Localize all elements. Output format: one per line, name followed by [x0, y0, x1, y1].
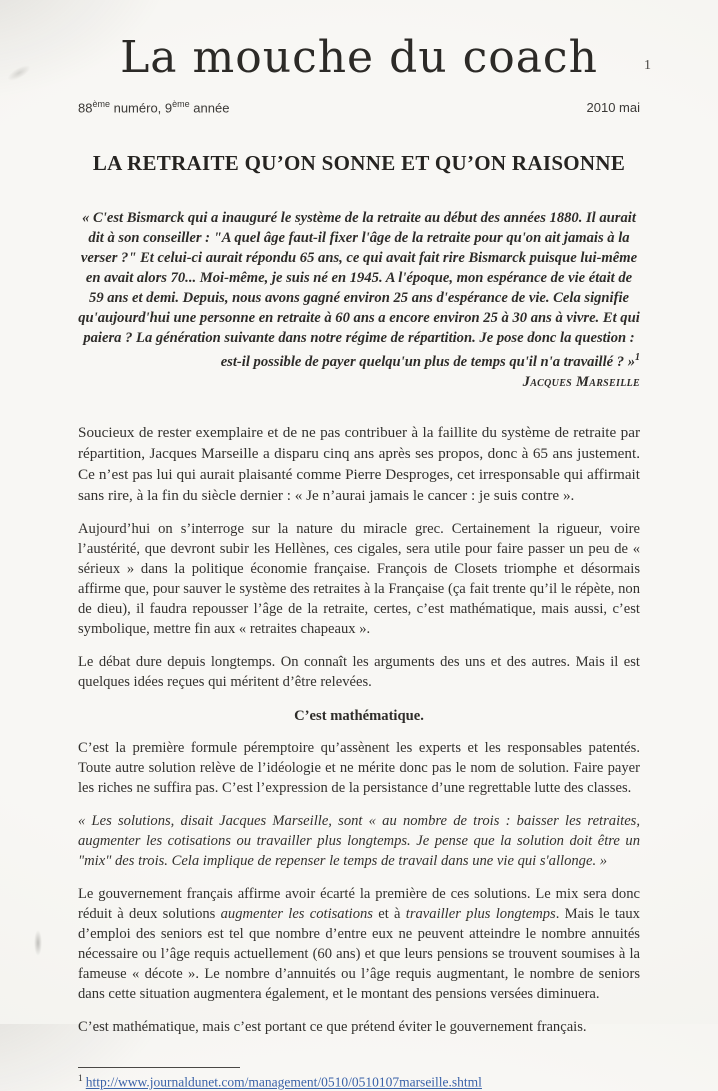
- document-page: [0, 32, 718, 1090]
- quote-footnote-ref: 1: [635, 352, 640, 364]
- paragraph-3: Le débat dure depuis longtemps. On connaît les arguments des uns et des autres. Mais il est quelques idées reçues qui méritent d’être relevées.: [78, 654, 640, 691]
- quote-attribution: Jacques Marseille: [522, 374, 640, 391]
- paragraph-6: Le gouvernement français affirme avoir écarté la première de ces solutions. Le mix sera donc réduit à deux solutions augmenter les cotisations et à travailler plus longtemps. Mais le taux d’emploi des seniors est tel que nombre d’entre eux ne peuvent atteindre le nombre annuités nécessaire ou l’âge requis actuellement (60 ans) et que leurs pensions se trouvent soumises à la fameuse « décote ». Le nombre d’annuités ou l’âge requis augmentant, le nombre de seniors dans cette situation augmentera également, et le montant des pensions versées diminuera.: [78, 886, 640, 1003]
- footnote-ref: 1: [78, 1074, 83, 1085]
- issue-number-label: 88ème numéro, 9ème année: [78, 99, 230, 116]
- paragraph-1: Soucieux de rester exemplaire et de ne pas contribuer à la faillite du système de retraite par répartition, Jacques Marseille a disparu cinq ans après ses propos, donc à 65 ans justement. Ce n’est pas lui qui aurait plaisanté comme Pierre Desproges, cet irresponsable qui affirmait sans rire, à la fin du siècle dernier : « Je n’aurai jamais le cancer : je suis contre ».: [78, 424, 640, 505]
- footnote-separator: [78, 1067, 240, 1068]
- paragraph-2: Aujourd’hui on s’interroge sur la nature du miracle grec. Certainement la rigueur, voire l’austérité, que devront subir les Hellènes, ces cigales, sera utile pour faire passer un peu de « sérieux » dans la politique économie française. François de Closets triomphe et désormais affirme que, pour sauver le système des retraites à la Française (ça fait trente qu’il le répète, non de dieu), il faudra repousser l’âge de la retraite, certes, c’est mathématique, mais aussi, c’est symbolique, mettre fin aux « retraites chapeaux ».: [78, 521, 640, 638]
- section-heading-mathematique: C’est mathématique.: [294, 708, 424, 725]
- article-headline: LA RETRAITE QU’ON SONNE ET QU’ON RAISONNE: [92, 151, 626, 176]
- lead-quote-text: « C'est Bismarck qui a inauguré le système de la retraite au début des années 1880. Il aurait dit à son conseiller : "A quel âge faut-il fixer l'âge de la retraite pour qu'on ait jamais à la verser ?" Et celui-ci aurait répondu 65 ans, ce qui avait fait rire Bismarck puisque lui-même en avait alors 70... Moi-même, je suis né en 1945. A l'époque, mon espérance de vie était de 59 ans et demi. Depuis, nous avons gagné environ 25 ans d'espérance de vie. Cela signifie qu'aujourd'hui une personne en retraite à 60 ans a encore environ 25 à 30 ans à vivre. Et qui paiera ? La génération suivante dans notre régime de répartition. Je pose donc la question : est-il possible de payer quelqu'un plus de temps qu'il n'a travaillé ? »: [78, 210, 640, 371]
- newsletter-title: La mouche du coach: [120, 32, 598, 83]
- paragraph-5-quote: « Les solutions, disait Jacques Marseille, sont « au nombre de trois : baisser les retraites, augmenter les cotisations ou travailler plus longtemps. Je pense que la solution doit être un "mix" des trois. Cela implique de repenser le temps de travail dans une vie qui s'allonge. »: [78, 813, 640, 870]
- paragraph-4: C’est la première formule péremptoire qu’assènent les experts et les responsables patentés. Toute autre solution relève de l’idéologie et ne mérite donc pas le nom de solution. Faire payer les riches ne suffira pas. C’est l’expression de la persistance d’une regrettable lutte des classes.: [78, 740, 640, 797]
- issue-info-row: [78, 99, 640, 115]
- paragraph-7: C’est mathématique, mais c’est portant ce que prétend éviter le gouvernement français.: [78, 1019, 587, 1036]
- footnote-area: [78, 1067, 640, 1091]
- lead-quote: [78, 208, 640, 372]
- issue-date: 2010 mai: [586, 100, 640, 116]
- footnote: [78, 1074, 640, 1091]
- page-content: [0, 32, 718, 1091]
- scan-smudge-left-margin: [34, 930, 42, 956]
- footnote-link[interactable]: http://www.journaldunet.com/management/0510/0510107marseille.shtml: [85, 1074, 482, 1090]
- page-number: 1: [644, 58, 651, 73]
